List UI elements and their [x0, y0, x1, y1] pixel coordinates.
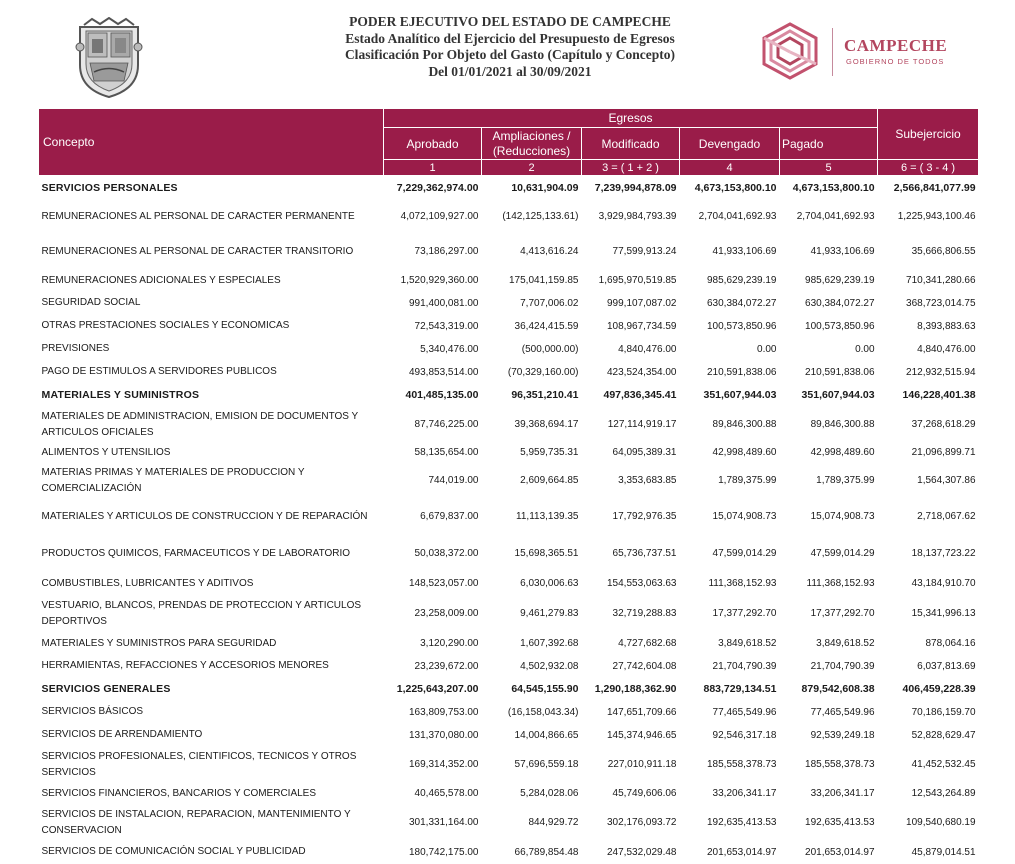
cell-aprobado: 4,072,109,927.00	[400, 211, 479, 222]
cell-ampliaciones: 6,030,006.63	[520, 578, 579, 589]
report-title-line2: Estado Analítico del Ejercicio del Presupuesto de Egresos	[345, 30, 675, 46]
header-concepto: Concepto	[39, 109, 384, 176]
cell-ampliaciones: 5,284,028.06	[520, 788, 579, 799]
cell-modificado: 1,290,188,362.90	[594, 683, 677, 695]
cell-pagado: 42,998,489.60	[810, 447, 875, 458]
cell-devengado: 883,729,134.51	[703, 683, 777, 695]
table-row	[39, 595, 979, 633]
header-pagado: Pagado	[780, 128, 878, 160]
cell-aprobado: 180,742,175.00	[408, 846, 479, 858]
cell-aprobado: 301,331,164.00	[408, 817, 479, 828]
table-row	[39, 573, 979, 595]
cell-aprobado: 163,809,753.00	[408, 706, 479, 718]
cell-ampliaciones: 36,424,415.59	[514, 320, 579, 332]
cell-aprobado: 991,400,081.00	[408, 297, 479, 309]
cell-modificado: 154,553,063.63	[606, 578, 677, 589]
table-row	[39, 270, 979, 292]
cell-concepto: PAGO DE ESTIMULOS A SERVIDORES PUBLICOS	[41, 366, 277, 377]
cell-modificado: 32,719,288.83	[612, 608, 677, 619]
table-row	[39, 633, 979, 655]
cell-modificado: 147,651,709.66	[606, 706, 677, 718]
header-num-6: 6 = ( 3 - 4 )	[878, 160, 979, 176]
cell-subejercicio: 12,543,264.89	[911, 788, 976, 799]
cell-aprobado: 72,543,319.00	[414, 320, 479, 332]
cell-pagado: 15,074,908.73	[810, 511, 875, 522]
cell-concepto: SERVICIOS PERSONALES	[41, 181, 178, 194]
cell-pagado: 111,368,152.93	[806, 578, 875, 589]
cell-ampliaciones: 4,413,616.24	[520, 246, 579, 257]
cell-ampliaciones: (500,000.00)	[521, 343, 579, 355]
cell-subejercicio: 52,828,629.47	[911, 729, 976, 741]
cell-concepto: MATERIALES DE ADMINISTRACION, EMISION DE DOCUMENTOS Y ARTICULOS OFICIALES	[41, 410, 359, 438]
cell-ampliaciones: 96,351,210.41	[511, 389, 579, 401]
logo-name: CAMPECHE	[844, 36, 948, 55]
chapter-row	[39, 176, 979, 200]
cell-modificado: 497,836,345.41	[603, 389, 677, 401]
cell-pagado: 201,653,014.97	[805, 846, 875, 858]
cell-devengado: 42,998,489.60	[712, 447, 777, 458]
cell-subejercicio: 2,718,067.62	[917, 511, 976, 522]
cell-aprobado: 6,679,837.00	[420, 511, 479, 522]
cell-devengado: 630,384,072.27	[706, 297, 777, 309]
cell-aprobado: 169,314,352.00	[408, 759, 479, 770]
table-row	[39, 701, 979, 724]
cell-subejercicio: 43,184,910.70	[911, 578, 976, 589]
cell-modificado: 3,353,683.85	[618, 475, 677, 486]
cell-devengado: 100,573,850.96	[706, 320, 777, 332]
cell-concepto: ALIMENTOS Y UTENSILIOS	[41, 446, 171, 458]
cell-devengado: 1,789,375.99	[718, 475, 777, 486]
header-num-5: 5	[780, 160, 878, 176]
cell-pagado: 89,846,300.88	[810, 419, 875, 430]
cell-devengado: 21,704,790.39	[712, 660, 777, 672]
cell-devengado: 17,377,292.70	[712, 608, 777, 619]
cell-modificado: 127,114,919.17	[607, 419, 677, 430]
campeche-logo-mark-icon	[758, 22, 822, 80]
cell-devengado: 47,599,014.29	[712, 548, 777, 559]
cell-devengado: 185,558,378.73	[706, 759, 777, 770]
cell-concepto: SERVICIOS DE ARRENDAMIENTO	[41, 729, 203, 740]
cell-pagado: 879,542,608.38	[801, 683, 875, 695]
cell-modificado: 1,695,970,519.85	[598, 275, 677, 286]
cell-modificado: 423,524,354.00	[606, 366, 677, 378]
cell-devengado: 2,704,041,692.93	[698, 211, 777, 222]
cell-pagado: 3,849,618.52	[816, 638, 875, 649]
cell-concepto: OTRAS PRESTACIONES SOCIALES Y ECONOMICAS	[41, 320, 290, 331]
cell-subejercicio: 878,064.16	[925, 638, 976, 649]
table-row	[39, 783, 979, 805]
cell-aprobado: 3,120,290.00	[420, 638, 479, 649]
cell-subejercicio: 1,225,943,100.46	[897, 211, 976, 222]
cell-subejercicio: 6,037,813.69	[917, 660, 976, 672]
table-row	[39, 338, 979, 361]
cell-pagado: 2,704,041,692.93	[796, 211, 875, 222]
cell-pagado: 41,933,106.69	[810, 246, 875, 257]
cell-aprobado: 40,465,578.00	[414, 788, 479, 799]
cell-aprobado: 1,225,643,207.00	[396, 683, 479, 695]
cell-aprobado: 401,485,135.00	[405, 389, 479, 401]
cell-subejercicio: 4,840,476.00	[917, 343, 976, 355]
table-row	[39, 655, 979, 678]
report-title-block	[250, 14, 770, 80]
cell-ampliaciones: 844,929.72	[528, 817, 579, 828]
cell-devengado: 192,635,413.53	[706, 817, 777, 828]
cell-modificado: 999,107,087.02	[606, 297, 677, 309]
cell-ampliaciones: 2,609,664.85	[520, 475, 579, 486]
cell-concepto: MATERIALES Y SUMINISTROS	[41, 389, 200, 401]
cell-modificado: 4,727,682.68	[618, 638, 677, 649]
cell-pagado: 21,704,790.39	[810, 660, 875, 672]
budget-table	[38, 108, 979, 864]
cell-subejercicio: 2,566,841,077.99	[893, 181, 976, 194]
cell-ampliaciones: 10,631,904.09	[511, 181, 579, 194]
cell-modificado: 4,840,476.00	[618, 343, 677, 355]
cell-subejercicio: 18,137,723.22	[911, 548, 976, 559]
report-header	[0, 0, 1015, 105]
cell-ampliaciones: 11,113,139.35	[516, 511, 579, 522]
cell-pagado: 192,635,413.53	[805, 817, 875, 828]
cell-ampliaciones: 14,004,866.65	[514, 729, 579, 741]
chapter-row	[39, 384, 979, 407]
cell-subejercicio: 368,723,014.75	[906, 297, 976, 309]
cell-concepto: SERVICIOS PROFESIONALES, CIENTIFICOS, TECNICOS Y OTROS SERVICIOS	[41, 750, 357, 778]
cell-pagado: 351,607,944.03	[801, 389, 875, 401]
cell-devengado: 4,673,153,800.10	[694, 181, 777, 194]
header-egresos: Egresos	[384, 109, 878, 128]
cell-devengado: 210,591,838.06	[706, 366, 777, 378]
table-row	[39, 499, 979, 535]
cell-concepto: REMUNERACIONES AL PERSONAL DE CARACTER TRANSITORIO	[41, 245, 354, 257]
table-row	[39, 443, 979, 463]
cell-pagado: 985,629,239.19	[805, 275, 875, 286]
cell-ampliaciones: 15,698,365.51	[514, 548, 579, 559]
header-ampliaciones-line1: Ampliaciones /	[492, 128, 571, 143]
cell-ampliaciones: 57,696,559.18	[514, 759, 579, 770]
cell-concepto: MATERIALES Y SUMINISTROS PARA SEGURIDAD	[41, 637, 277, 649]
report-period: Del 01/01/2021 al 30/09/2021	[428, 63, 592, 79]
cell-pagado: 47,599,014.29	[810, 548, 875, 559]
cell-ampliaciones: 4,502,932.08	[520, 660, 579, 672]
report-title-line1: PODER EJECUTIVO DEL ESTADO DE CAMPECHE	[349, 14, 671, 29]
chapter-row	[39, 678, 979, 701]
cell-modificado: 227,010,911.18	[607, 759, 677, 770]
cell-subejercicio: 146,228,401.38	[902, 389, 976, 401]
table-row	[39, 361, 979, 384]
cell-concepto: SERVICIOS FINANCIEROS, BANCARIOS Y COMERCIALES	[41, 787, 317, 799]
cell-devengado: 985,629,239.19	[706, 275, 777, 286]
cell-aprobado: 23,239,672.00	[414, 660, 479, 672]
cell-subejercicio: 21,096,899.71	[911, 447, 976, 458]
table-row	[39, 407, 979, 443]
cell-devengado: 3,849,618.52	[718, 638, 777, 649]
table-row	[39, 234, 979, 270]
cell-ampliaciones: (142,125,133.61)	[502, 211, 579, 222]
cell-aprobado: 1,520,929,360.00	[400, 275, 479, 286]
cell-subejercicio: 8,393,883.63	[917, 320, 976, 332]
cell-subejercicio: 15,341,996.13	[911, 608, 976, 619]
cell-concepto: MATERIALES Y ARTICULOS DE CONSTRUCCION Y DE REPARACIÓN	[41, 510, 368, 522]
cell-ampliaciones: 1,607,392.68	[520, 638, 579, 649]
cell-pagado: 185,558,378.73	[805, 759, 875, 770]
cell-subejercicio: 45,879,014.51	[911, 846, 976, 858]
header-ampliaciones-line2: (Reducciones)	[492, 143, 571, 158]
cell-subejercicio: 710,341,280.66	[906, 275, 976, 286]
cell-pagado: 77,465,549.96	[810, 706, 875, 718]
cell-aprobado: 73,186,297.00	[414, 246, 479, 257]
logo-tagline: GOBIERNO DE TODOS	[846, 57, 945, 66]
cell-ampliaciones: 66,789,854.48	[514, 846, 579, 858]
cell-pagado: 4,673,153,800.10	[792, 181, 875, 194]
cell-subejercicio: 41,452,532.45	[911, 759, 976, 770]
table-row	[39, 805, 979, 841]
cell-subejercicio: 37,268,618.29	[911, 419, 976, 430]
table-header	[39, 109, 979, 176]
cell-aprobado: 5,340,476.00	[420, 343, 479, 355]
cell-aprobado: 148,523,057.00	[408, 578, 479, 589]
cell-ampliaciones: 9,461,279.83	[520, 608, 579, 619]
cell-devengado: 0.00	[757, 343, 777, 355]
cell-modificado: 247,532,029.48	[606, 846, 677, 858]
cell-aprobado: 7,229,362,974.00	[396, 181, 479, 194]
state-seal-icon	[74, 17, 144, 99]
cell-subejercicio: 406,459,228.39	[902, 683, 976, 695]
cell-subejercicio: 35,666,806.55	[911, 246, 976, 257]
cell-concepto: MATERIAS PRIMAS Y MATERIALES DE PRODUCCION Y COMERCIALIZACIÓN	[41, 466, 305, 494]
header-modificado: Modificado	[582, 128, 680, 160]
cell-ampliaciones: 7,707,006.02	[520, 297, 579, 309]
cell-pagado: 630,384,072.27	[805, 297, 875, 309]
cell-devengado: 351,607,944.03	[703, 389, 777, 401]
cell-devengado: 92,546,317.18	[712, 729, 777, 741]
cell-modificado: 65,736,737.51	[612, 548, 677, 559]
cell-modificado: 27,742,604.08	[612, 660, 677, 672]
cell-ampliaciones: (70,329,160.00)	[507, 366, 579, 378]
table-row	[39, 200, 979, 234]
cell-subejercicio: 1,564,307.86	[917, 475, 976, 486]
header-subejercicio: Subejercicio	[878, 109, 979, 160]
cell-pagado: 0.00	[855, 343, 875, 355]
cell-modificado: 17,792,976.35	[612, 511, 677, 522]
cell-pagado: 92,539,249.18	[810, 729, 875, 741]
cell-ampliaciones: 5,959,735.31	[520, 447, 579, 458]
cell-devengado: 33,206,341.17	[712, 788, 777, 799]
header-aprobado: Aprobado	[384, 128, 482, 160]
table-row	[39, 463, 979, 499]
cell-concepto: SERVICIOS BÁSICOS	[41, 706, 144, 717]
cell-devengado: 111,368,152.93	[708, 578, 777, 589]
cell-modificado: 302,176,093.72	[606, 817, 677, 828]
table-row	[39, 747, 979, 783]
cell-pagado: 17,377,292.70	[810, 608, 875, 619]
cell-subejercicio: 109,540,680.19	[906, 817, 976, 828]
cell-modificado: 45,749,606.06	[612, 788, 677, 799]
table-row	[39, 315, 979, 338]
table-row	[39, 841, 979, 864]
header-num-4: 4	[680, 160, 780, 176]
header-devengado: Devengado	[680, 128, 780, 160]
cell-pagado: 1,789,375.99	[816, 475, 875, 486]
cell-concepto: PREVISIONES	[41, 343, 110, 354]
header-num-2: 2	[482, 160, 582, 176]
header-num-1: 1	[384, 160, 482, 176]
cell-devengado: 15,074,908.73	[712, 511, 777, 522]
cell-modificado: 3,929,984,793.39	[598, 211, 677, 222]
cell-ampliaciones: 64,545,155.90	[511, 683, 579, 695]
report-title-line3: Clasificación Por Objeto del Gasto (Capítulo y Concepto)	[344, 47, 676, 62]
cell-concepto: SEGURIDAD SOCIAL	[41, 297, 141, 308]
cell-aprobado: 744,019.00	[428, 475, 479, 486]
cell-aprobado: 87,746,225.00	[414, 419, 479, 430]
cell-aprobado: 50,038,372.00	[414, 548, 479, 559]
cell-pagado: 100,573,850.96	[805, 320, 875, 332]
cell-modificado: 64,095,389.31	[612, 447, 677, 458]
logo-divider	[832, 28, 833, 76]
cell-pagado: 33,206,341.17	[810, 788, 875, 799]
cell-concepto: SERVICIOS DE COMUNICACIÓN SOCIAL Y PUBLICIDAD	[41, 846, 306, 857]
cell-ampliaciones: 39,368,694.17	[514, 419, 579, 430]
cell-concepto: VESTUARIO, BLANCOS, PRENDAS DE PROTECCION Y ARTICULOS DEPORTIVOS	[41, 599, 362, 627]
cell-devengado: 41,933,106.69	[712, 246, 777, 257]
cell-concepto: COMBUSTIBLES, LUBRICANTES Y ADITIVOS	[41, 577, 254, 589]
cell-devengado: 201,653,014.97	[706, 846, 777, 858]
cell-aprobado: 493,853,514.00	[408, 366, 479, 378]
cell-aprobado: 131,370,080.00	[408, 729, 479, 741]
cell-subejercicio: 70,186,159.70	[911, 706, 976, 718]
table-row	[39, 724, 979, 747]
table-body	[39, 176, 979, 864]
cell-concepto: HERRAMIENTAS, REFACCIONES Y ACCESORIOS MENORES	[41, 660, 329, 671]
cell-ampliaciones: 175,041,159.85	[508, 275, 579, 286]
header-num-3: 3 = ( 1 + 2 )	[582, 160, 680, 176]
cell-modificado: 77,599,913.24	[612, 246, 677, 257]
table-row	[39, 292, 979, 315]
cell-concepto: REMUNERACIONES ADICIONALES Y ESPECIALES	[41, 274, 281, 286]
cell-ampliaciones: (16,158,043.34)	[507, 706, 579, 718]
cell-aprobado: 23,258,009.00	[414, 608, 479, 619]
campeche-logo	[758, 20, 978, 84]
cell-modificado: 108,967,734.59	[606, 320, 677, 332]
cell-modificado: 7,239,994,878.09	[594, 181, 677, 194]
cell-modificado: 145,374,946.65	[606, 729, 677, 741]
cell-pagado: 210,591,838.06	[805, 366, 875, 378]
cell-aprobado: 58,135,654.00	[414, 447, 479, 458]
cell-concepto: SERVICIOS GENERALES	[41, 683, 171, 695]
cell-subejercicio: 212,932,515.94	[906, 366, 976, 378]
table-row	[39, 535, 979, 573]
cell-devengado: 77,465,549.96	[712, 706, 777, 718]
header-ampliaciones	[482, 128, 582, 160]
cell-concepto: REMUNERACIONES AL PERSONAL DE CARACTER PERMANENTE	[41, 210, 355, 222]
cell-concepto: PRODUCTOS QUIMICOS, FARMACEUTICOS Y DE LABORATORIO	[41, 547, 351, 559]
cell-concepto: SERVICIOS DE INSTALACION, REPARACION, MANTENIMIENTO Y CONSERVACION	[41, 808, 351, 836]
cell-devengado: 89,846,300.88	[712, 419, 777, 430]
